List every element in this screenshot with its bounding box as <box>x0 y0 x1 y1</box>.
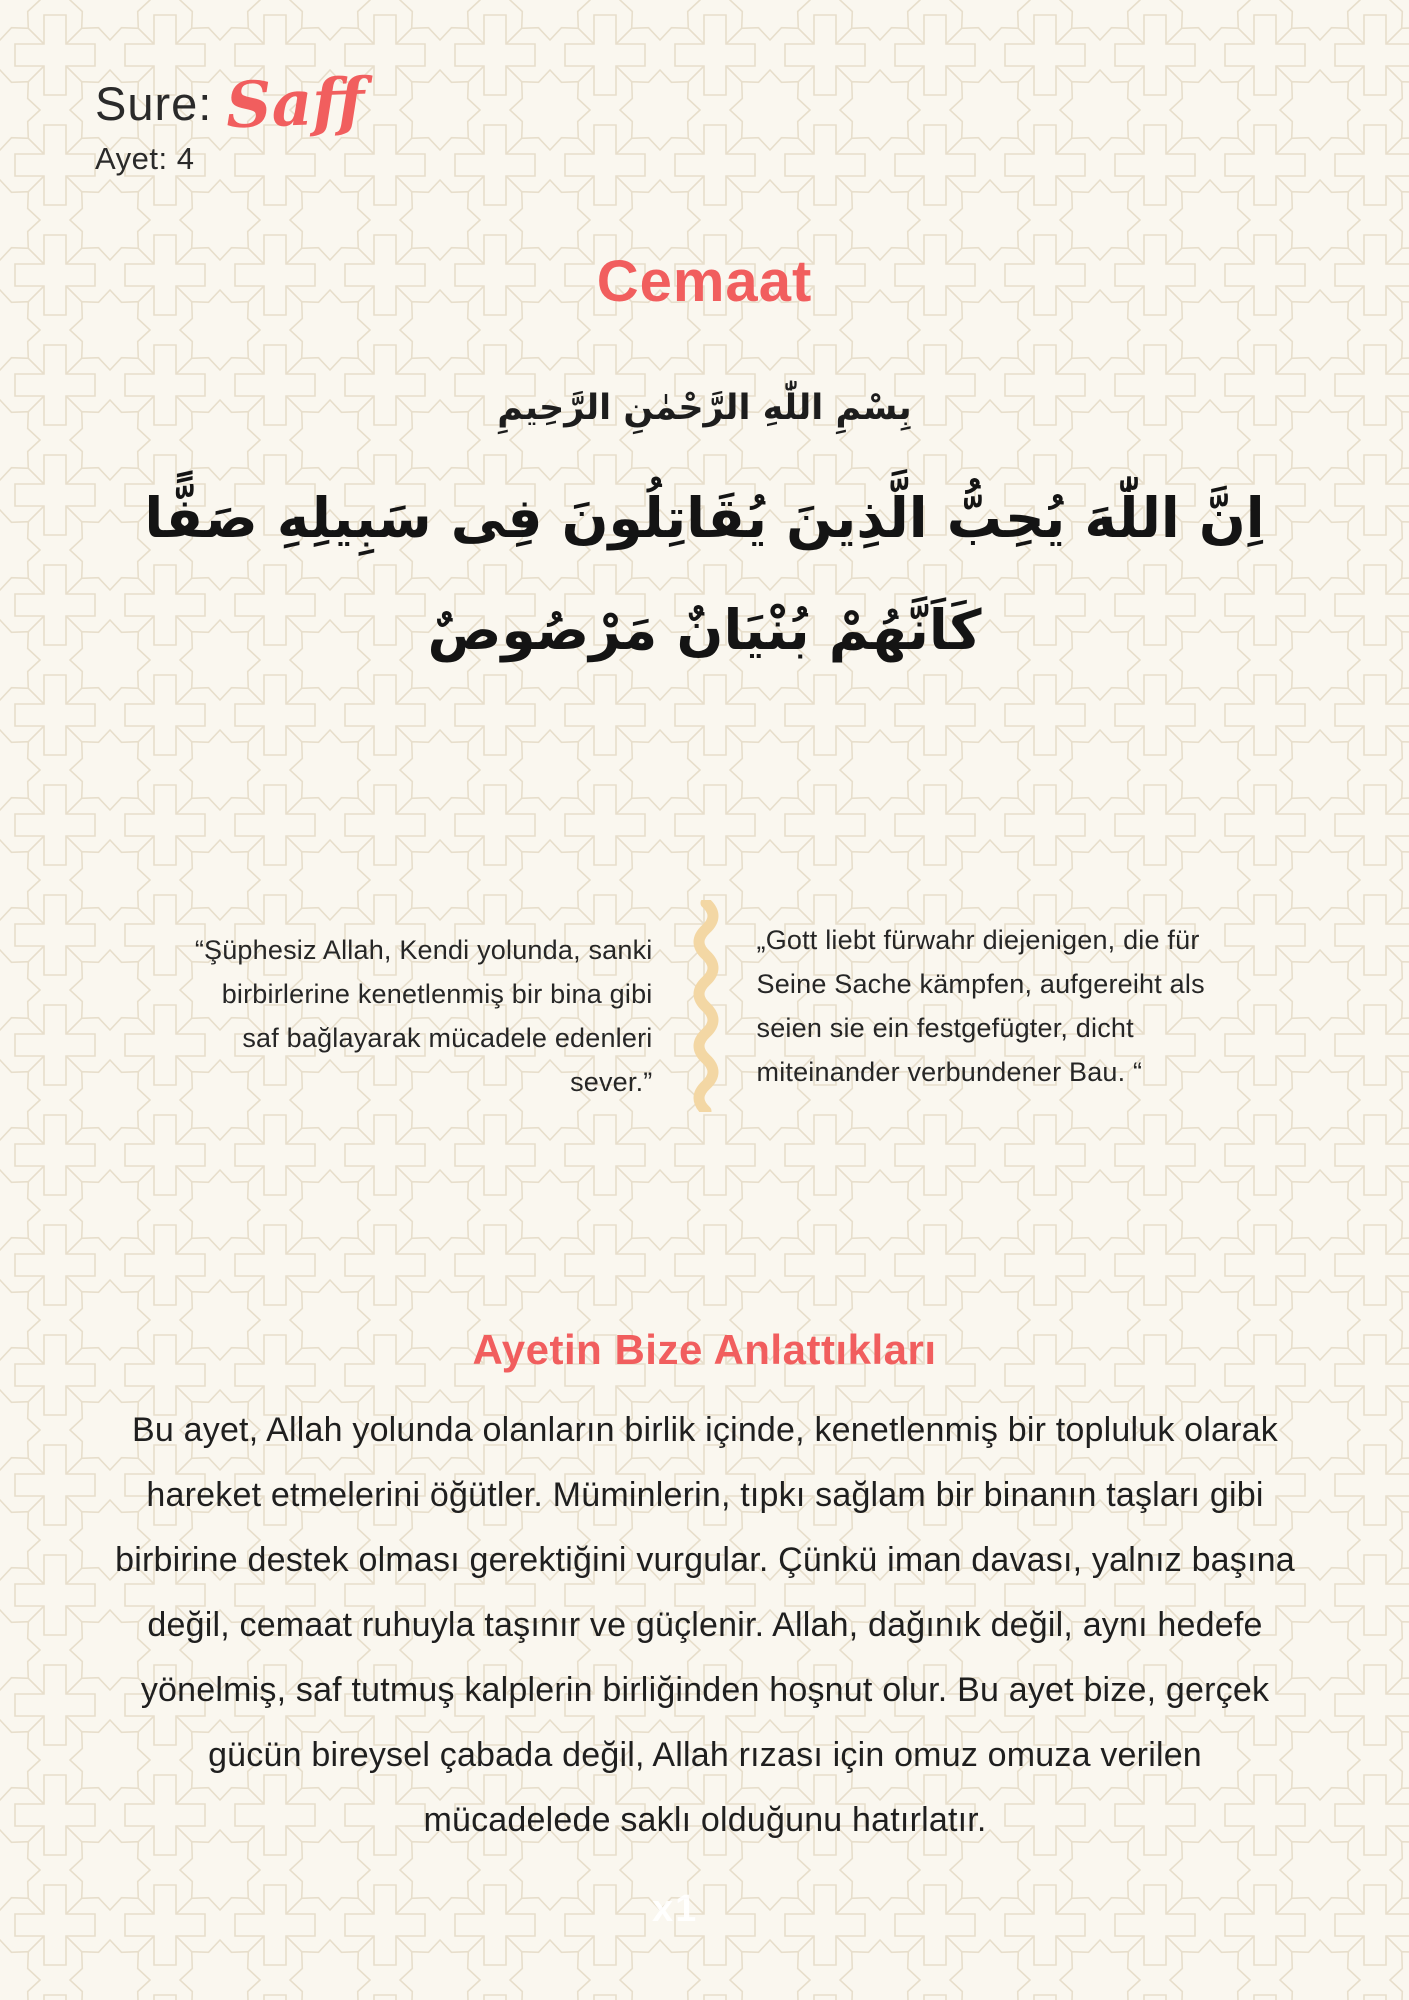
translation-turkish: “Şüphesiz Allah, Kendi yolunda, sanki birbirlerine kenetlenmiş bir bina gibi saf bağlayarak mücadele edenleri sever.” <box>194 935 653 1097</box>
arabic-verse-line-2: كَاَنَّهُمْ بُنْيَانٌ مَرْصُوصٌ <box>427 598 982 662</box>
commentary-paragraph: Bu ayet, Allah yolunda olanların birlik içinde, kenetlenmiş bir topluluk olarak hareket etmelerini öğütler. Müminlerin, tıpkı sağlam bir binanın taşları gibi birbirine destek olması gerektiğini vurgular. Çünkü iman davası, yalnız başına değil, cemaat ruhuyla taşınır ve güçlenir. Allah, dağınık değil, aynı hedefe yönelmiş, saf tutmuş kalplerin birliğinden hoşnut olur. Bu ayet bize, gerçek gücün bireysel çabada değil, Allah rızası için omuz omuza verilen mücadelede saklı olduğunu hatırlatır. <box>115 1411 1295 1839</box>
wavy-divider-icon <box>690 900 720 1112</box>
watermark: x1 <box>652 1888 699 1930</box>
divider-wrap <box>687 900 723 1112</box>
surah-info-block <box>95 63 367 177</box>
arabic-verse <box>0 462 1409 686</box>
bismillah-text: بِسْمِ اللّٰهِ الرَّحْمٰنِ الرَّحِيمِ <box>497 388 912 428</box>
ayah-label: Ayet: 4 <box>95 141 195 176</box>
translation-german: „Gott liebt fürwahr diejenigen, die für Seine Sache kämpfen, aufgereiht als seien sie ein festgefügter, dicht miteinander verbundener Bau. “ <box>756 925 1205 1087</box>
section-heading: Ayetin Bize Anlattıkları <box>472 1326 937 1373</box>
surah-name: Saff <box>225 63 367 143</box>
arabic-verse-line-1: اِنَّ اللّٰهَ يُحِبُّ الَّذِينَ يُقَاتِلُونَ فِى سَبِيلِهِ صَفًّا <box>144 486 1265 550</box>
surah-label: Sure: <box>95 77 213 130</box>
page-title: Cemaat <box>596 249 813 314</box>
surah-line <box>95 63 367 143</box>
translations-section <box>0 900 1409 1112</box>
